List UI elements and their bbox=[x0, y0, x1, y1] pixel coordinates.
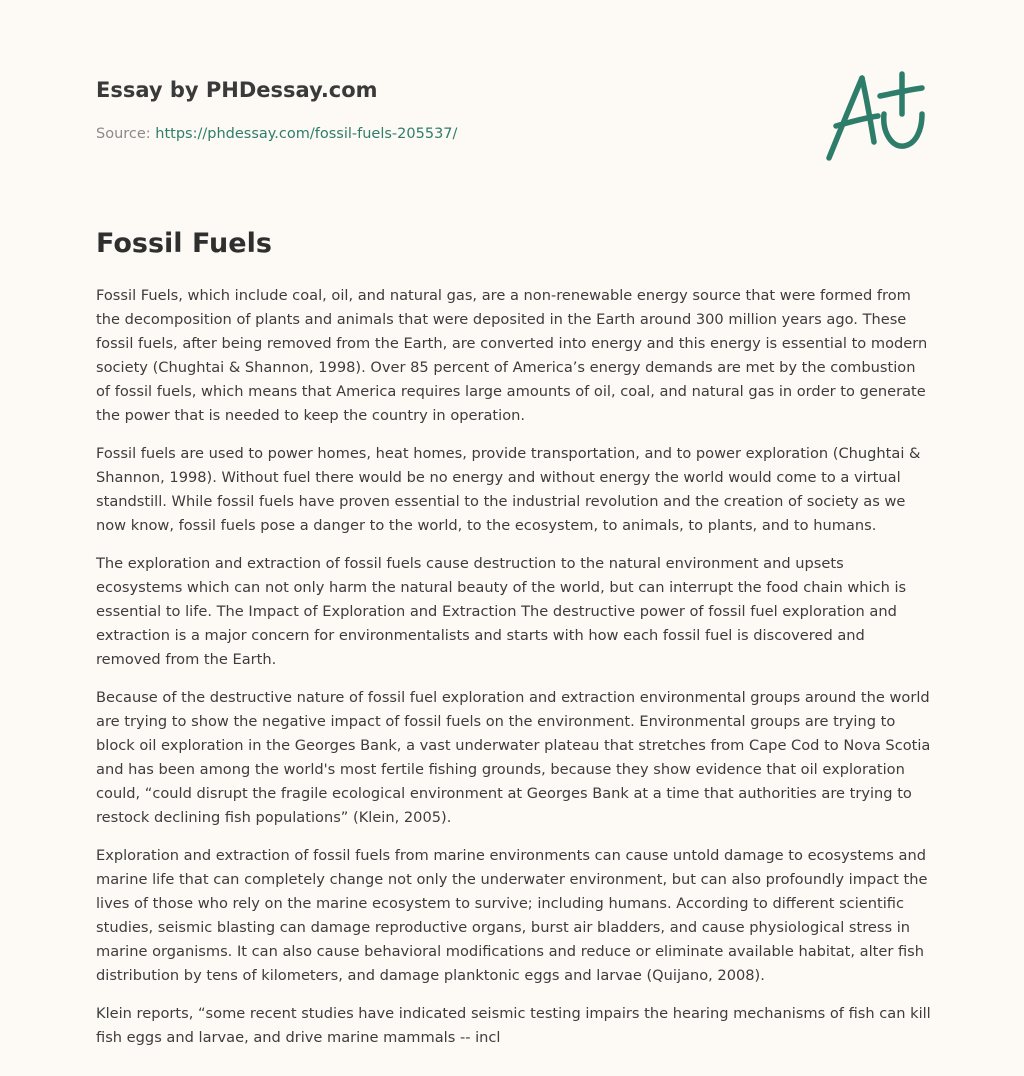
source-link[interactable]: https://phdessay.com/fossil-fuels-205537/ bbox=[155, 126, 458, 142]
paragraph: Fossil fuels are used to power homes, heat homes, provide transportation, and to power exploration (Chughtai & Shannon, 1998). Without fuel there would be no energy and without energy the world would come to a virtual standstill. While fossil fuels have proven essential to the industrial revolution and the creation of society as we now know, fossil fuels pose a danger to the world, to the ecosystem, to animals, to plants, and to humans. bbox=[96, 445, 921, 534]
paragraph: The exploration and extraction of fossil fuels cause destruction to the natural environment and upsets ecosystems which can not only harm the natural beauty of the world, but can interrupt the food chain which is essential to life. The Impact of Exploration and Extraction The destructive power of fossil fuel exploration and extraction is a major concern for environmentalists and starts with how each fossil fuel is discovered and removed from the Earth. bbox=[96, 555, 907, 668]
paragraph: Fossil Fuels, which include coal, oil, and natural gas, are a non-renewable energy source that were formed from the decomposition of plants and animals that were deposited in the Earth around 300 million years ago. These fossil fuels, after being removed from the Earth, are converted into energy and this energy is essential to modern society (Chughtai & Shannon, 1998). Over 85 percent of America’s energy demands are met by the combustion of fossil fuels, which means that America requires large amounts of oil, coal, and natural gas in order to generate the power that is needed to keep the country in operation. bbox=[96, 287, 928, 424]
paragraph: Klein reports, “some recent studies have indicated seismic testing impairs the hearing mechanisms of fish can kill fish eggs and larvae, and drive marine mammals -- incl bbox=[96, 1005, 931, 1046]
essay-title: Fossil Fuels bbox=[96, 228, 272, 259]
a-plus-grade-icon bbox=[818, 66, 930, 166]
source-label: Source: bbox=[96, 126, 151, 142]
source-line bbox=[96, 124, 796, 144]
brand-title: Essay by PHDessay.com bbox=[96, 78, 378, 102]
essay-body bbox=[96, 284, 932, 1064]
essay-header bbox=[96, 76, 796, 144]
paragraph: Because of the destructive nature of fossil fuel exploration and extraction environmental groups around the world are trying to show the negative impact of fossil fuels on the environment. Environmental groups are trying to block oil exploration in the Georges Bank, a vast underwater plateau that stretches from Cape Cod to Nova Scotia and has been among the world's most fertile fishing grounds, because they show evidence that oil exploration could, “could disrupt the fragile ecological environment at Georges Bank at a time that authorities are trying to restock declining fish populations” (Klein, 2005). bbox=[96, 689, 931, 826]
paragraph: Exploration and extraction of fossil fuels from marine environments can cause untold damage to ecosystems and marine life that can completely change not only the underwater environment, but can also profoundly impact the lives of those who rely on the marine ecosystem to survive; including humans. According to different scientific studies, seismic blasting can damage reproductive organs, burst air bladders, and cause physiological stress in marine organisms. It can also cause behavioral modifications and reduce or eliminate available habitat, alter fish distribution by tens of kilometers, and damage planktonic eggs and larvae (Quijano, 2008). bbox=[96, 847, 928, 984]
